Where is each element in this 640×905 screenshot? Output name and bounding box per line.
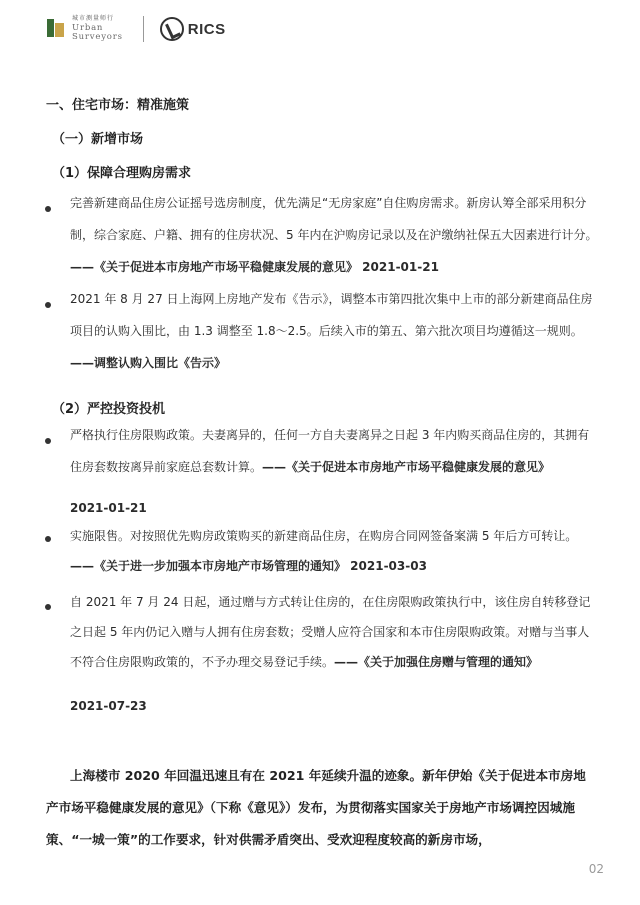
sub1-heading: （1）保障合理购房需求: [52, 166, 192, 181]
section-heading: 一、住宅市场：精准施策: [46, 98, 190, 113]
item-source: ——《关于促进本市房地产市场平稳健康发展的意见》 2021-01-21: [70, 260, 439, 274]
logo-en-2: Surveyors: [72, 32, 123, 42]
item-source: ——《关于加强住房赠与管理的通知》: [334, 655, 539, 669]
logo-cn: 城市测量师行: [72, 15, 115, 22]
rics-logo-icon: [160, 17, 184, 41]
urban-surveyors-logo-icon: [46, 18, 66, 40]
rics-logo-text: RICS: [187, 20, 226, 38]
item-text: 严格执行住房限购政策。夫妻离异的，任何一方自夫妻离异之日起 3 年内购买商品住房的，其拥有住房套数按离异前家庭总套数计算。: [70, 428, 590, 474]
list-item: [70, 283, 598, 379]
logo-divider: [143, 16, 144, 42]
list-item: [70, 187, 598, 283]
bullet: [45, 302, 51, 308]
item-date: 2021-07-23: [70, 699, 147, 713]
subsection-heading: （一）新增市场: [52, 132, 144, 147]
bullet: [45, 206, 51, 212]
item-source: ——《关于进一步加强本市房地产市场管理的通知》 2021-03-03: [70, 559, 427, 573]
page-number: 02: [588, 862, 604, 876]
item-text: 2021 年 8 月 27 日上海网上房地产发布《告示》，调整本市第四批次集中上市的部分新建商品住房项目的认购入围比，由 1.3 调整至 1.8～2.5。后续入市的第五、第六批次项目均遵循这一规则。: [70, 292, 593, 338]
logo-en-1: Urban: [72, 23, 104, 33]
item-text: 自 2021 年 7 月 24 日起，通过赠与方式转让住房的，在住房限购政策执行中，该住房自转移登记之日起 5 年内仍记入赠与人拥有住房套数；受赠人应符合国家和本市住房限购政策。对赠与当事人不符合住房限购政策的，不予办理交易登记手续。: [70, 595, 591, 669]
bullet: [45, 536, 51, 542]
item-date: 2021-01-21: [70, 501, 147, 515]
item-source: ——《关于促进本市房地产市场平稳健康发展的意见》: [262, 460, 551, 474]
bullet: [45, 438, 51, 444]
list-item: [70, 419, 598, 483]
item-text: 实施限售。对按照优先购房政策购买的新建商品住房，在购房合同网签备案满 5 年后方可转让。: [70, 529, 578, 543]
list-item: [70, 587, 598, 677]
urban-surveyors-logo-text: [72, 16, 123, 42]
item-text: 完善新建商品住房公证摇号选房制度，优先满足“无房家庭”自住购房需求。新房认筹全部采用积分制，综合家庭、户籍、拥有的住房状况、5 年内在沪购房记录以及在沪缴纳社保五大因素进行计分。: [70, 196, 598, 242]
list-item: [70, 521, 598, 581]
page-header: [46, 14, 226, 44]
bullet: [45, 604, 51, 610]
item-source: ——调整认购入围比《告示》: [70, 356, 227, 370]
sub2-heading: （2）严控投资投机: [52, 402, 166, 417]
summary-paragraph: 上海楼市 2020 年回温迅速且有在 2021 年延续升温的迹象。新年伊始《关于促进本市房地产市场平稳健康发展的意见》（下称《意见》）发布，为贯彻落实国家关于房地产市场调控因城施策、“一城一策”的工作要求，针对供需矛盾突出、受欢迎程度较高的新房市场，: [46, 768, 586, 847]
